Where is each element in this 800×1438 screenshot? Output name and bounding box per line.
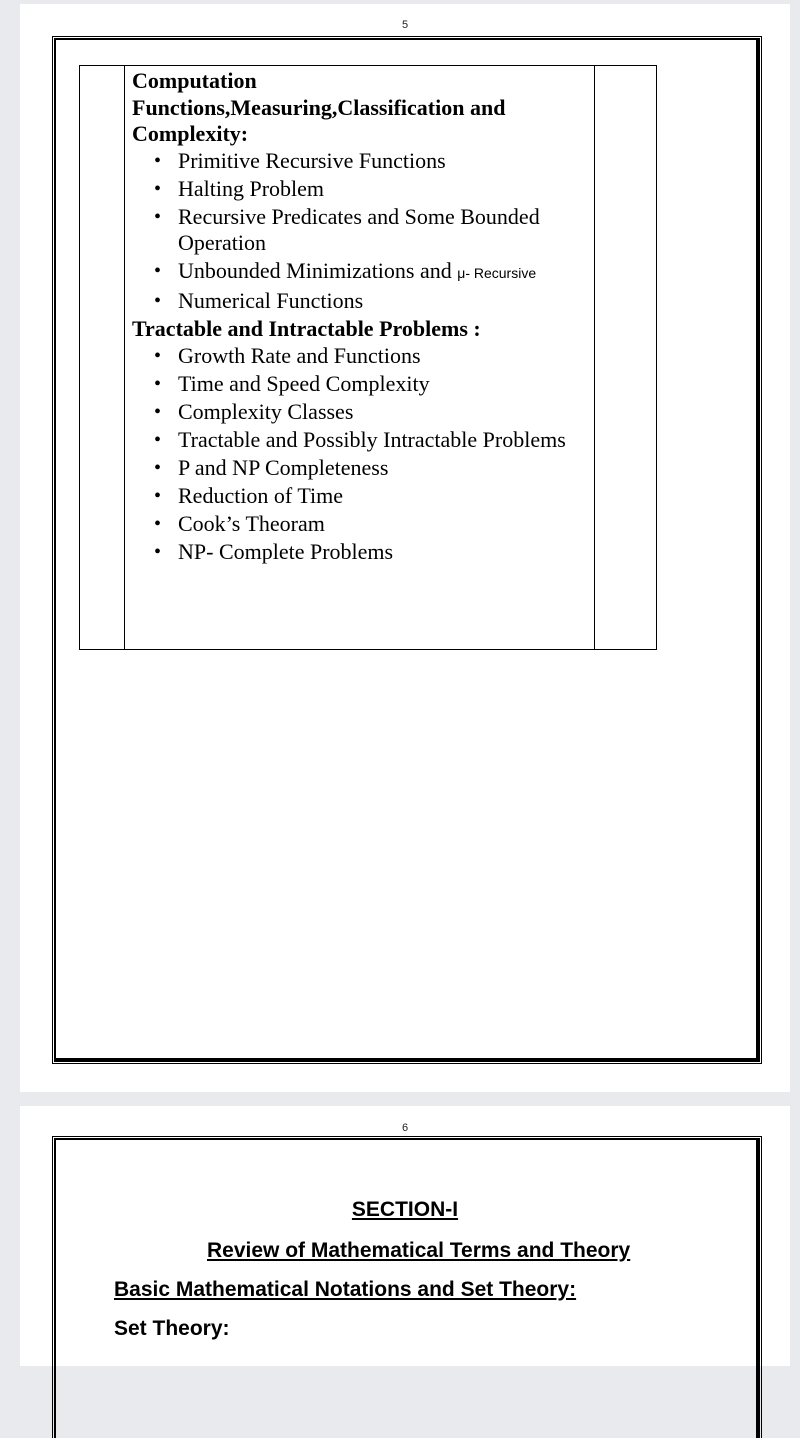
table-cell-content — [125, 66, 595, 650]
list-item: • Cook’s Theoram — [154, 510, 325, 536]
document-page-6 — [20, 1106, 790, 1366]
list-item: • Unbounded Minimizations and μ- Recursive — [154, 258, 537, 283]
page-number: 6 — [401, 1122, 409, 1134]
section-heading: Computation Functions,Measuring,Classification and Complexity: — [132, 68, 506, 146]
table-cell-empty — [80, 66, 125, 650]
list-item: • Time and Speed Complexity — [154, 370, 430, 396]
subtopic-heading: Set Theory: — [114, 1317, 230, 1340]
topic-list — [132, 148, 588, 315]
list-item: • P and NP Completeness — [154, 454, 389, 480]
mu-recursive-label: μ- Recursive — [457, 265, 537, 281]
page-number: 5 — [401, 19, 409, 31]
topic-list — [132, 343, 588, 566]
topic-heading: Basic Mathematical Notations and Set Theory: — [114, 1278, 577, 1301]
list-item: • Tractable and Possibly Intractable Problems — [154, 426, 566, 452]
section-title: SECTION-I — [351, 1198, 459, 1221]
list-item: • Numerical Functions — [154, 288, 364, 313]
list-item: • NP- Complete Problems — [154, 538, 394, 564]
list-item: • Halting Problem — [154, 175, 325, 201]
section-heading: Tractable and Intractable Problems : — [132, 316, 481, 341]
list-item: • Reduction of Time — [154, 482, 344, 508]
syllabus-table — [79, 65, 657, 650]
list-item: • Growth Rate and Functions — [154, 342, 421, 368]
list-item: • Primitive Recursive Functions — [154, 147, 446, 173]
document-page-5 — [20, 4, 790, 1092]
table-cell-empty — [595, 66, 657, 650]
section-subtitle: Review of Mathematical Terms and Theory — [207, 1239, 631, 1262]
list-item: • Complexity Classes — [154, 398, 354, 424]
list-item: • Recursive Predicates and Some Bounded Operation — [154, 203, 540, 255]
